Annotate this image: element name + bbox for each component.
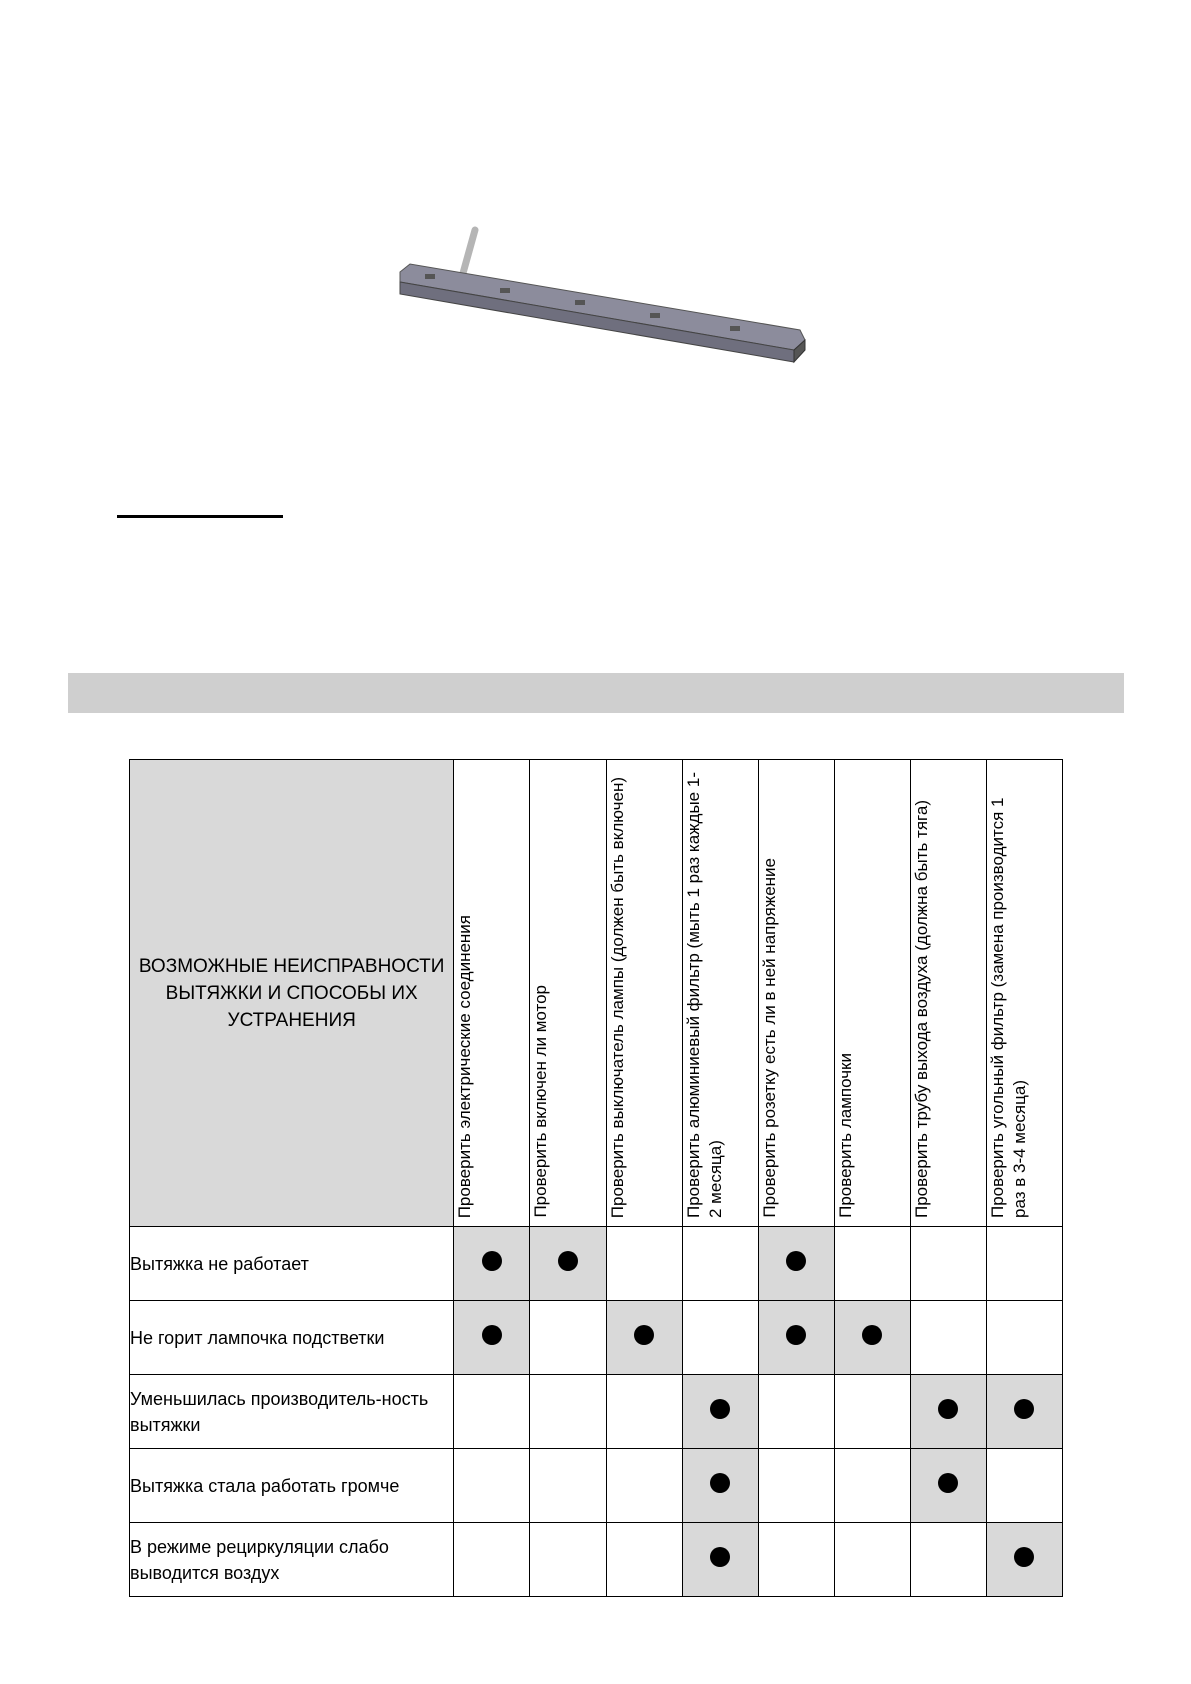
column-header: Проверить трубу выхода воздуха (должна быть тяга) bbox=[910, 760, 986, 1227]
table-cell bbox=[758, 1523, 834, 1597]
column-header: Проверить розетку есть ли в ней напряжение bbox=[758, 760, 834, 1227]
check-dot-icon bbox=[938, 1399, 958, 1419]
table-cell bbox=[910, 1301, 986, 1375]
table-cell bbox=[758, 1375, 834, 1449]
check-dot-icon bbox=[558, 1251, 578, 1271]
table-cell bbox=[606, 1375, 682, 1449]
row-label: Вытяжка стала работать громче bbox=[130, 1449, 454, 1523]
table-cell bbox=[986, 1523, 1062, 1597]
table-cell bbox=[682, 1523, 758, 1597]
table-cell bbox=[454, 1449, 530, 1523]
table-cell bbox=[910, 1523, 986, 1597]
column-header: Проверить угольный фильтр (замена производится 1 раз в 3-4 месяца) bbox=[986, 760, 1062, 1227]
table-cell bbox=[530, 1449, 606, 1523]
table-cell bbox=[758, 1449, 834, 1523]
column-header: Проверить электрические соединения bbox=[454, 760, 530, 1227]
table-row bbox=[130, 1375, 1063, 1449]
table-cell bbox=[530, 1375, 606, 1449]
table-row bbox=[130, 1301, 1063, 1375]
check-dot-icon bbox=[1014, 1399, 1034, 1419]
table-cell bbox=[454, 1375, 530, 1449]
column-header: Проверить выключатель лампы (должен быть включен) bbox=[606, 760, 682, 1227]
section-underline bbox=[117, 515, 283, 518]
column-header: Проверить включен ли мотор bbox=[530, 760, 606, 1227]
column-header: Проверить алюминиевый фильтр (мыть 1 раз каждые 1-2 месяца) bbox=[682, 760, 758, 1227]
table-cell bbox=[682, 1227, 758, 1301]
check-dot-icon bbox=[786, 1251, 806, 1271]
table-cell bbox=[606, 1301, 682, 1375]
check-dot-icon bbox=[1014, 1547, 1034, 1567]
corner-title: ВОЗМОЖНЫЕ НЕИСПРАВНОСТИ ВЫТЯЖКИ И СПОСОБЫ ИХ УСТРАНЕНИЯ bbox=[130, 760, 454, 1227]
check-dot-icon bbox=[786, 1325, 806, 1345]
troubleshooting-table bbox=[129, 759, 1063, 1597]
filter-strip-illustration bbox=[380, 222, 840, 402]
table-cell bbox=[758, 1301, 834, 1375]
table-cell bbox=[682, 1449, 758, 1523]
row-label: В режиме рециркуляции слабо выводится воздух bbox=[130, 1523, 454, 1597]
section-header-band bbox=[68, 673, 1124, 713]
table-cell bbox=[530, 1523, 606, 1597]
row-label: Уменьшилась производитель-ность вытяжки bbox=[130, 1375, 454, 1449]
check-dot-icon bbox=[482, 1251, 502, 1271]
column-header: Проверить лампочки bbox=[834, 760, 910, 1227]
table-cell bbox=[986, 1449, 1062, 1523]
table-cell bbox=[530, 1227, 606, 1301]
table-cell bbox=[606, 1227, 682, 1301]
table-cell bbox=[834, 1375, 910, 1449]
row-label: Вытяжка не работает bbox=[130, 1227, 454, 1301]
check-dot-icon bbox=[710, 1399, 730, 1419]
table-cell bbox=[834, 1227, 910, 1301]
table-cell bbox=[834, 1449, 910, 1523]
table-cell bbox=[834, 1523, 910, 1597]
table-cell bbox=[910, 1449, 986, 1523]
table-cell bbox=[986, 1301, 1062, 1375]
check-dot-icon bbox=[862, 1325, 882, 1345]
row-label: Не горит лампочка подстветки bbox=[130, 1301, 454, 1375]
table-cell bbox=[910, 1227, 986, 1301]
table-cell bbox=[986, 1375, 1062, 1449]
check-dot-icon bbox=[634, 1325, 654, 1345]
table-cell bbox=[682, 1301, 758, 1375]
table-row bbox=[130, 1227, 1063, 1301]
table-cell bbox=[530, 1301, 606, 1375]
header-row bbox=[130, 760, 1063, 1227]
check-dot-icon bbox=[482, 1325, 502, 1345]
check-dot-icon bbox=[710, 1473, 730, 1493]
table-cell bbox=[834, 1301, 910, 1375]
table-cell bbox=[454, 1523, 530, 1597]
check-dot-icon bbox=[938, 1473, 958, 1493]
table-cell bbox=[606, 1449, 682, 1523]
table-cell bbox=[986, 1227, 1062, 1301]
table-row bbox=[130, 1523, 1063, 1597]
check-dot-icon bbox=[710, 1547, 730, 1567]
table-cell bbox=[454, 1301, 530, 1375]
table-cell bbox=[910, 1375, 986, 1449]
table-cell bbox=[682, 1375, 758, 1449]
table-cell bbox=[454, 1227, 530, 1301]
table-cell bbox=[758, 1227, 834, 1301]
table-cell bbox=[606, 1523, 682, 1597]
table-row bbox=[130, 1449, 1063, 1523]
